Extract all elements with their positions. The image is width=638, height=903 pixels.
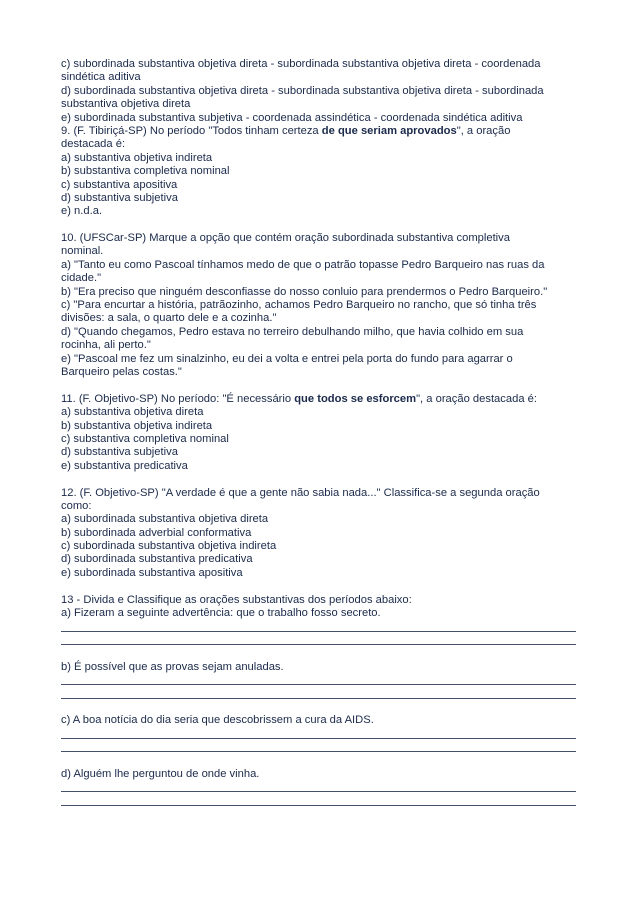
text-line: e) "Pascoal me fez um sinalzinho, eu dei a volta e entrei pela porta do fundo para agarrar o: [61, 352, 513, 365]
text-line: 13 - Divida e Classifique as orações substantivas dos períodos abaixo:: [61, 593, 412, 606]
text-line: e) subordinada substantiva subjetiva - coordenada assindética - coordenada sindética aditiva: [61, 111, 523, 124]
text-line: a) "Tanto eu como Pascoal tínhamos medo de que o patrão topasse Pedro Barqueiro nas ruas da: [61, 258, 545, 271]
text-line: divisões: a sala, o quarto dele e a cozinha.": [61, 312, 277, 325]
text-line: a) substantiva objetiva indireta: [61, 151, 213, 164]
text-line: d) substantiva subjetiva: [61, 191, 178, 204]
text-line: 10. (UFSCar-SP) Marque a opção que contém oração subordinada substantiva completiva: [61, 232, 510, 245]
text-line: d) "Quando chegamos, Pedro estava no terreiro debulhando milho, que havia colhido em sua: [61, 325, 524, 338]
text-line: e) subordinada substantiva apositiva: [61, 566, 243, 579]
answer-line: [61, 620, 576, 633]
text-segment: ", a oração: [456, 124, 511, 137]
blank-line: [61, 701, 576, 714]
text-line: d) Alguém lhe perguntou de onde vinha.: [61, 767, 260, 780]
blank-line: [61, 754, 576, 767]
text-line: rocinha, ali perto.": [61, 339, 151, 352]
text-line: b) "Era preciso que ninguém desconfiasse do nosso conluio para prendermos o Pedro Barqueiro.": [61, 285, 548, 298]
blank-line: [61, 647, 576, 660]
text-line: como:: [61, 499, 92, 512]
text-line: c) substantiva completiva nominal: [61, 432, 229, 445]
blank-line: [61, 473, 576, 486]
text-line: c) subordinada substantiva objetiva indireta: [61, 540, 277, 553]
text-line: d) substantiva subjetiva: [61, 446, 178, 459]
answer-line: [61, 741, 576, 754]
highlighted-clause: que todos se esforcem: [294, 392, 417, 405]
answer-line: [61, 781, 576, 794]
text-line: destacada é:: [61, 138, 126, 151]
text-line: b) É possível que as provas sejam anuladas.: [61, 660, 284, 673]
text-line: c) subordinada substantiva objetiva direta - subordinada substantiva objetiva direta - coordenada: [61, 58, 541, 70]
answer-line: [61, 728, 576, 741]
text-line: substantiva objetiva direta: [61, 98, 191, 111]
text-line: a) subordinada substantiva objetiva direta: [61, 513, 269, 526]
text-line: d) subordinada substantiva objetiva direta - subordinada substantiva objetiva direta - subordinada: [61, 84, 544, 97]
text-line: c) A boa notícia do dia seria que descobrissem a cura da AIDS.: [61, 714, 374, 727]
text-line: e) substantiva predicativa: [61, 459, 188, 472]
blank-line: [61, 219, 576, 232]
text-line: a) substantiva objetiva direta: [61, 406, 204, 419]
answer-line: [61, 634, 576, 647]
highlighted-clause: de que seriam aprovados: [321, 124, 457, 137]
text-segment: ", a oração destacada é:: [416, 392, 537, 405]
text-line: cidade.": [61, 272, 102, 285]
text-line: Barqueiro pelas costas.": [61, 365, 182, 378]
text-line: e) n.d.a.: [61, 205, 103, 218]
answer-line: [61, 794, 576, 807]
text-line: b) substantiva objetiva indireta: [61, 419, 213, 432]
text-segment: 9. (F. Tibiriçá-SP) No período "Todos tinham certeza: [61, 124, 322, 137]
text-line: 12. (F. Objetivo-SP) "A verdade é que a gente não sabia nada..." Classifica-se a segunda oração: [61, 486, 540, 499]
text-line: c) substantiva apositiva: [61, 178, 178, 191]
document-page: [61, 58, 576, 808]
text-segment: 11. (F. Objetivo-SP) No período: "É necessário: [61, 392, 295, 405]
text-line: a) Fizeram a seguinte advertência: que o trabalho fosso secreto.: [61, 607, 381, 620]
text-line: sindética aditiva: [61, 71, 141, 84]
answer-line: [61, 674, 576, 687]
text-line: d) subordinada substantiva predicativa: [61, 553, 253, 566]
text-line: b) substantiva completiva nominal: [61, 165, 230, 178]
text-line: b) subordinada adverbial conformativa: [61, 526, 252, 539]
text-line: [61, 393, 576, 406]
text-line: [61, 125, 576, 138]
answer-line: [61, 687, 576, 700]
text-line: nominal.: [61, 245, 104, 258]
blank-line: [61, 580, 576, 593]
text-line: c) "Para encurtar a história, patrãozinho, achamos Pedro Barqueiro no rancho, que só tinha três: [61, 299, 537, 312]
blank-line: [61, 379, 576, 392]
